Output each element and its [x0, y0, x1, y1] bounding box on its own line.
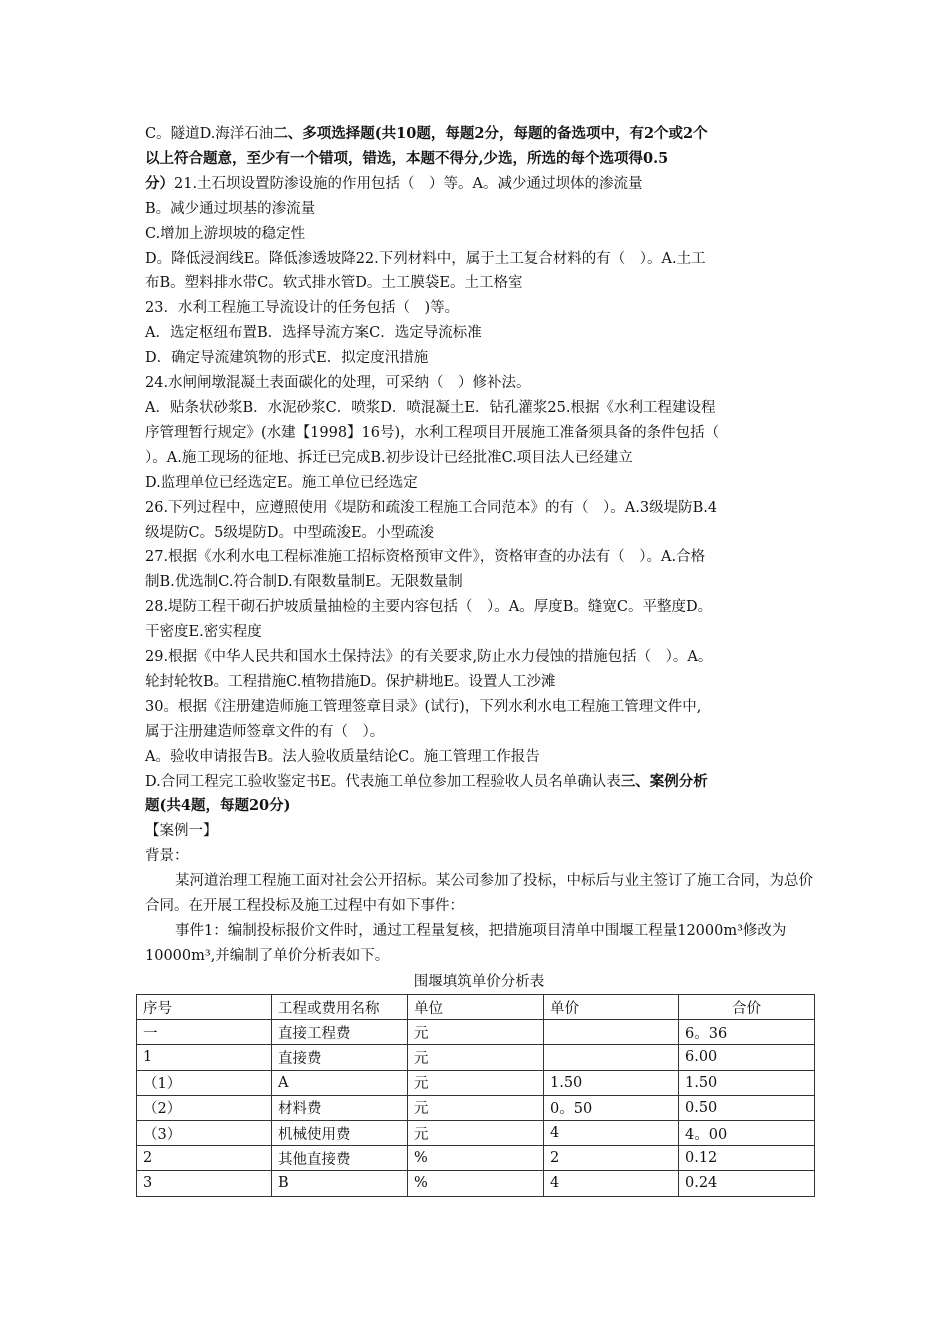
table-row [137, 1095, 815, 1120]
line-text: C.增加上游坝坡的稳定性 [145, 225, 306, 242]
column-header: 序号 [137, 995, 272, 1020]
column-header: 单价 [544, 995, 679, 1020]
line-text: 【案例一】 [145, 823, 218, 840]
table-cell: 0.24 [679, 1171, 815, 1196]
unit-price-analysis-table [136, 994, 815, 1197]
table-cell: 材料费 [272, 1095, 408, 1120]
text-line [145, 222, 813, 247]
line-text: D.监理单位已经选定E。施工单位已经选定 [145, 474, 418, 491]
text-line [145, 496, 813, 521]
column-header: 单位 [408, 995, 544, 1020]
line-text: 级堤防C。5级堤防D。中型疏浚E。小型疏浚 [145, 524, 435, 541]
line-text: A．选定枢纽布置B．选择导流方案C．选定导流标准 [145, 325, 482, 342]
text-line [145, 396, 813, 421]
table-cell: 0.50 [679, 1095, 815, 1120]
line-text: 27.根据《水利水电工程标准施工招标资格预审文件》，资格审查的办法有（ ）。A.合格 [145, 549, 706, 566]
column-header: 工程或费用名称 [272, 995, 408, 1020]
line-text: 24.水闸闸墩混凝土表面碳化的处理，可采纳（ ）修补法。 [145, 375, 531, 392]
table-cell: 0。50 [544, 1095, 679, 1120]
text-line [145, 695, 813, 720]
table-cell: 直接费 [272, 1045, 408, 1070]
table-row [137, 1020, 815, 1045]
table-cell: 元 [408, 1070, 544, 1095]
table-cell: 直接工程费 [272, 1020, 408, 1045]
table-cell: 3 [137, 1171, 272, 1196]
text-line [145, 521, 813, 546]
table-row [137, 1045, 815, 1070]
text-line [145, 122, 813, 147]
line-text: D.合同工程完工验收鉴定书E。代表施工单位参加工程验收人员名单确认表 [145, 773, 621, 790]
table-row [137, 1171, 815, 1196]
table-cell: B [272, 1171, 408, 1196]
text-line [145, 471, 813, 496]
table-cell: 元 [408, 1095, 544, 1120]
text-line [145, 794, 813, 819]
text-line [145, 346, 813, 371]
text-line [145, 770, 813, 795]
line-text: 干密度E.密实程度 [145, 624, 262, 641]
table-cell: 1.50 [679, 1070, 815, 1095]
text-line [145, 645, 813, 670]
text-line [145, 371, 813, 396]
text-line [145, 819, 813, 844]
table-header-row [137, 995, 815, 1020]
event-1-paragraph: 事件1：编制投标报价文件时，通过工程量复核，把措施项目清单中围堰工程量12000m³修改为10000m³,并编制了单价分析表如下。 [145, 923, 787, 964]
line-text: A．贴条状砂浆B．水泥砂浆C．喷浆D．喷混凝土E．钻孔灌浆25.根据《水利工程建设程 [145, 399, 716, 416]
line-text: 26.下列过程中，应遵照使用《堤防和疏浚工程施工合同范本》的有（ ）。A.3级堤防B.4 [145, 499, 718, 516]
table-cell: 机械使用费 [272, 1120, 408, 1145]
line-text: ）。A.施工现场的征地、拆迁已完成B.初步设计已经批准C.项目法人已经建立 [145, 449, 633, 466]
line-text: 制B.优选制C.符合制D.有限数量制E。无限数量制 [145, 574, 463, 591]
bold-text: 以上符合题意，至少有一个错项，错选，本题不得分,少选，所选的每个选项得0.5 [145, 149, 669, 167]
bold-text: 三、案例分析 [620, 772, 708, 790]
text-line [145, 620, 813, 645]
table-cell: （3） [137, 1120, 272, 1145]
table-cell: 1.50 [544, 1070, 679, 1095]
line-text: 轮封轮牧B。工程措施C.植物措施D。保护耕地E。设置人工沙滩 [145, 673, 556, 690]
text-lines [145, 122, 813, 869]
table-cell: % [408, 1171, 544, 1196]
line-text: 29.根据《中华人民共和国水土保持法》的有关要求,防止水力侵蚀的措施包括（ ）。A。 [145, 649, 713, 666]
text-line [145, 271, 813, 296]
table-cell: （1） [137, 1070, 272, 1095]
table-cell: % [408, 1146, 544, 1171]
text-line [145, 421, 813, 446]
bold-text: 分） [145, 174, 174, 192]
line-text: 布B。塑料排水带C。软式排水管D。土工膜袋E。土工格室 [145, 275, 523, 292]
table-cell: （2） [137, 1095, 272, 1120]
line-text: D．确定导流建筑物的形式E．拟定度汛措施 [145, 350, 429, 367]
table-body [137, 1020, 815, 1196]
table-cell: 元 [408, 1020, 544, 1045]
line-text: 30。根据《注册建造师施工管理签章目录》(试行)，下列水利水电工程施工管理文件中, [145, 698, 702, 715]
table-cell: 4 [544, 1171, 679, 1196]
table-cell: 元 [408, 1045, 544, 1070]
table-cell: 元 [408, 1120, 544, 1145]
text-line [145, 446, 813, 471]
table-cell: 1 [137, 1045, 272, 1070]
case-background-paragraph: 某河道治理工程施工面对社会公开招标。某公司参加了投标，中标后与业主签订了施工合同，为总价合同。在开展工程投标及施工过程中有如下事件： [145, 873, 813, 915]
text-line [145, 545, 813, 570]
line-text: C。隧道D.海洋石油 [145, 126, 274, 142]
table-cell: 2 [137, 1146, 272, 1171]
document-body [145, 122, 813, 993]
table-row [137, 1120, 815, 1145]
table-cell: 6.00 [679, 1045, 815, 1070]
table-cell: 其他直接费 [272, 1146, 408, 1171]
line-text: B。减少通过坝基的渗流量 [145, 200, 316, 217]
table-caption: 围堰填筑单价分析表 [413, 973, 545, 990]
line-text: 背景： [145, 848, 189, 865]
text-line [145, 844, 813, 869]
bold-text: 二、多项选择题(共10题，每题2分，每题的备选项中，有2个或2个 [273, 125, 708, 142]
table-cell [544, 1045, 679, 1070]
table-cell: 6。36 [679, 1020, 815, 1045]
line-text: 序管理暂行规定》(水建【1998】16号)，水利工程项目开展施工准备须具备的条件包括（ [145, 424, 720, 441]
table-cell: 一 [137, 1020, 272, 1045]
line-text: A。验收申请报告B。法人验收质量结论C。施工管理工作报告 [145, 748, 540, 765]
text-line [145, 172, 813, 197]
text-line [145, 247, 813, 272]
text-line [145, 296, 813, 321]
text-line [145, 197, 813, 222]
table-row [137, 1070, 815, 1095]
table-cell: 2 [544, 1146, 679, 1171]
text-line [145, 720, 813, 745]
text-line [145, 745, 813, 770]
table-cell: 0.12 [679, 1146, 815, 1171]
bold-text: 题(共4题，每题20分) [145, 797, 291, 815]
table-cell: A [272, 1070, 408, 1095]
text-line [145, 570, 813, 595]
line-text: 23．水利工程施工导流设计的任务包括（ )等。 [145, 300, 460, 317]
text-line [145, 670, 813, 695]
line-text: 21.土石坝设置防渗设施的作用包括（ ）等。A。减少通过坝体的渗流量 [174, 175, 643, 192]
line-text: 28.堤防工程干砌石护坡质量抽检的主要内容包括（ ）。A。厚度B。缝宽C。平整度D。 [145, 599, 713, 616]
text-line [145, 147, 813, 172]
text-line [145, 321, 813, 346]
table-cell: 4。00 [679, 1120, 815, 1145]
line-text: D。降低浸润线E。降低渗透坡降22.下列材料中，属于土工复合材料的有（ ）。A.土工 [145, 250, 706, 267]
table-row [137, 1146, 815, 1171]
text-line [145, 595, 813, 620]
line-text: 属于注册建造师签章文件的有（ ）。 [145, 723, 385, 740]
table-cell: 4 [544, 1120, 679, 1145]
column-header: 合价 [679, 995, 815, 1020]
table-cell [544, 1020, 679, 1045]
